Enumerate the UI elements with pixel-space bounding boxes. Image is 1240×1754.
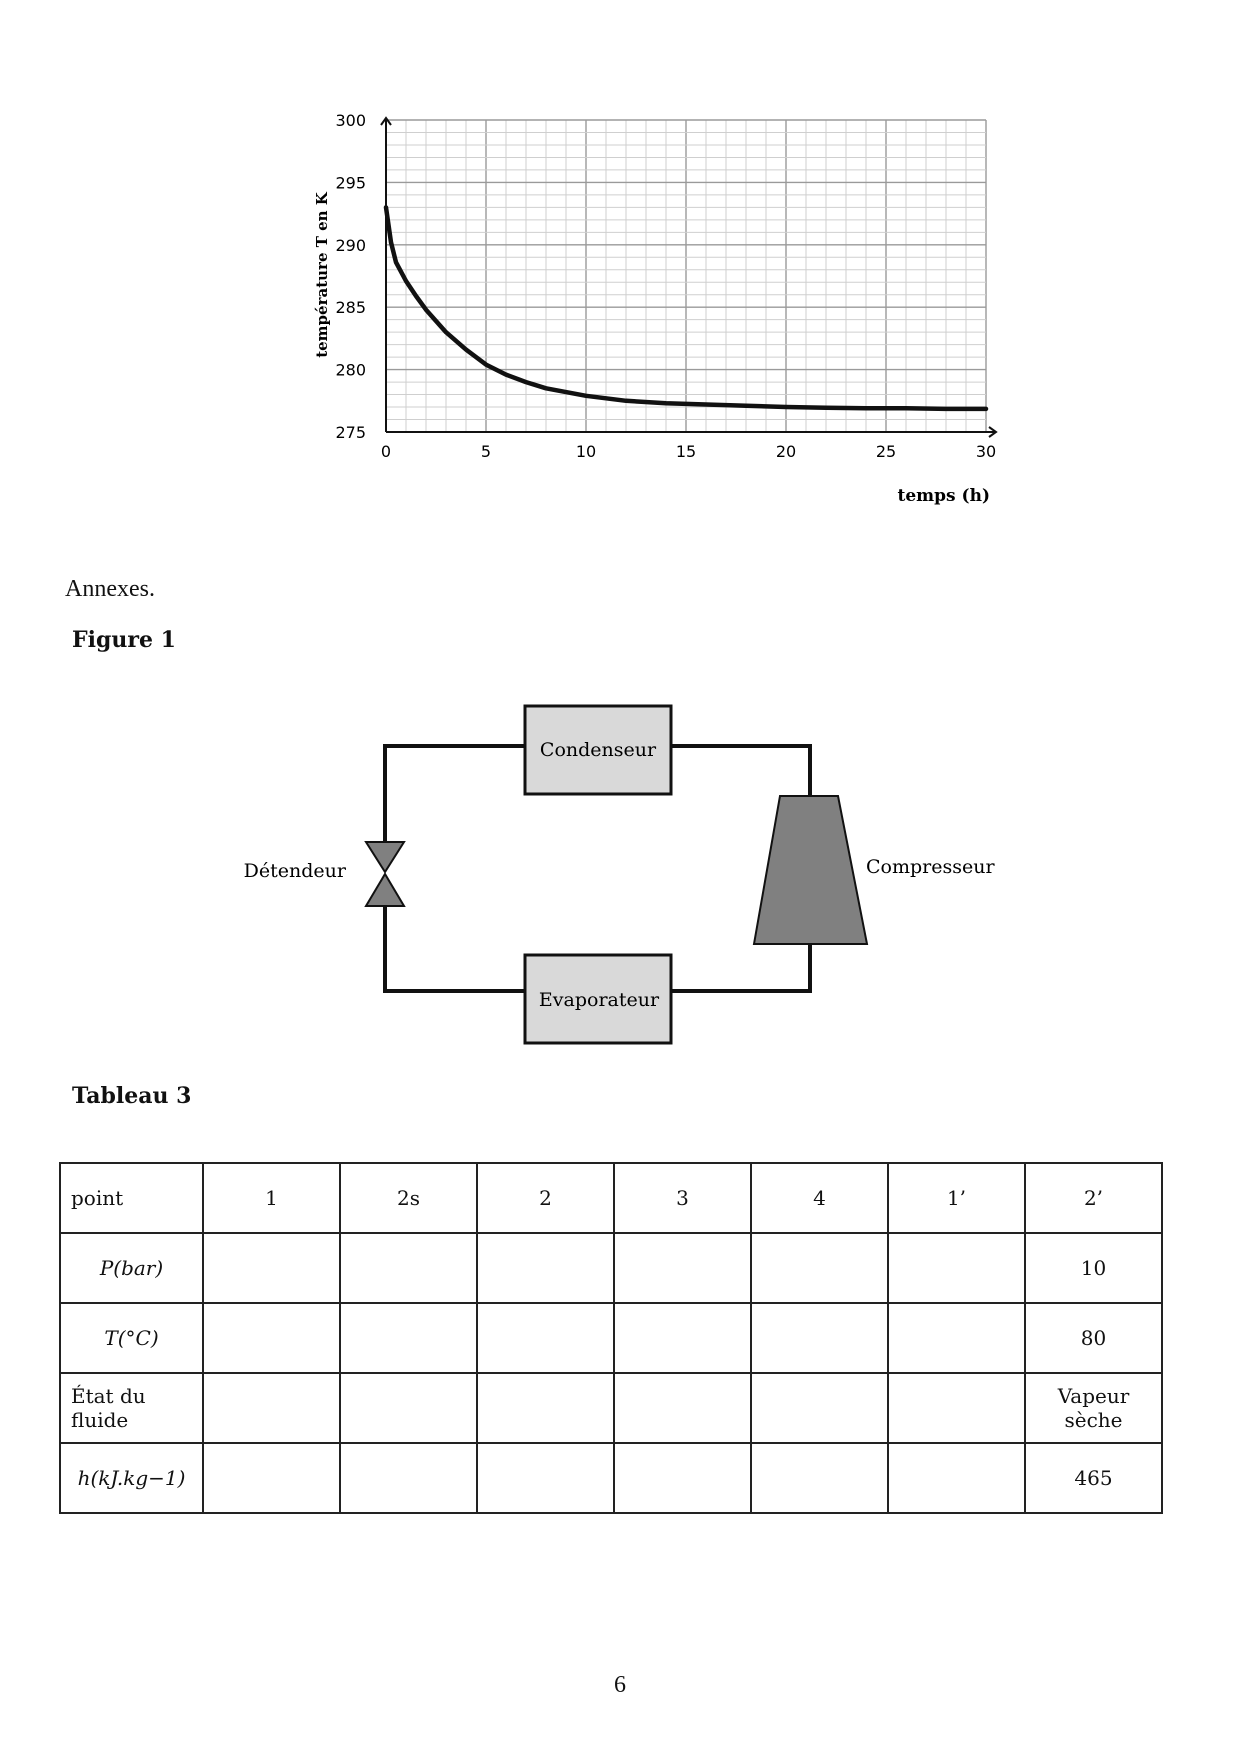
table-title: Tableau 3 xyxy=(72,1083,192,1109)
compressor-label: Compresseur xyxy=(866,856,995,878)
x-tick-label: 5 xyxy=(480,442,492,461)
header-cell: 2s xyxy=(340,1163,477,1233)
table-cell xyxy=(614,1303,751,1373)
header-cell: 3 xyxy=(614,1163,751,1233)
table-cell: Vapeur sèche xyxy=(1025,1373,1162,1443)
x-tick-label: 0 xyxy=(380,442,392,461)
expansion-valve-label: Détendeur xyxy=(243,860,346,882)
table-cell: 80 xyxy=(1025,1303,1162,1373)
x-tick-label: 25 xyxy=(875,442,897,461)
table-cell xyxy=(751,1373,888,1443)
table-cell xyxy=(888,1373,1025,1443)
x-tick-label: 30 xyxy=(975,442,997,461)
table-cell xyxy=(203,1373,340,1443)
header-cell: 1 xyxy=(203,1163,340,1233)
header-cell: 2 xyxy=(477,1163,614,1233)
table-cell xyxy=(340,1443,477,1513)
table-row xyxy=(60,1373,1162,1443)
pipe-top-right xyxy=(670,746,810,796)
y-tick-label: 300 xyxy=(335,111,366,130)
table-cell xyxy=(477,1303,614,1373)
valve-top-triangle xyxy=(366,842,404,872)
pipe-top-left xyxy=(385,746,525,842)
table-header-row xyxy=(60,1163,1162,1233)
table-cell xyxy=(477,1443,614,1513)
row-label-enthalpy: h(kJ.kg−1) xyxy=(60,1443,203,1513)
y-tick-label: 275 xyxy=(335,423,366,442)
row-label-pressure: P(bar) xyxy=(60,1233,203,1303)
header-cell: 2’ xyxy=(1025,1163,1162,1233)
header-cell: point xyxy=(60,1163,203,1233)
y-tick-label: 295 xyxy=(335,173,366,193)
table-cell xyxy=(340,1303,477,1373)
y-axis-label: température T en K xyxy=(313,192,331,358)
table-cell: 10 xyxy=(1025,1233,1162,1303)
pipe-bottom-left xyxy=(385,906,525,991)
table-row xyxy=(60,1443,1162,1513)
row-label-state: État du fluide xyxy=(60,1373,203,1443)
table-cell: 465 xyxy=(1025,1443,1162,1513)
y-tick-label: 280 xyxy=(335,360,366,380)
table-cell xyxy=(888,1303,1025,1373)
data-table xyxy=(59,1162,1163,1514)
table-cell xyxy=(751,1233,888,1303)
figure-title: Figure 1 xyxy=(72,627,176,653)
evaporator-label: Evaporateur xyxy=(538,989,660,1011)
row-label-temperature: T(°C) xyxy=(60,1303,203,1373)
table-cell xyxy=(203,1303,340,1373)
annexes-label: Annexes. xyxy=(65,576,155,602)
table-cell xyxy=(203,1233,340,1303)
y-tick-label: 285 xyxy=(335,298,366,318)
page-number: 6 xyxy=(614,1672,626,1698)
valve-bottom-triangle xyxy=(366,874,404,906)
condenser-label: Condenseur xyxy=(539,739,657,761)
table-row xyxy=(60,1233,1162,1303)
table-cell xyxy=(477,1233,614,1303)
compressor-shape xyxy=(754,796,867,944)
pipe-bottom-right xyxy=(670,944,810,991)
header-cell: 1’ xyxy=(888,1163,1025,1233)
table-cell xyxy=(751,1443,888,1513)
x-axis-label: temps (h) xyxy=(897,486,990,506)
table-cell xyxy=(203,1443,340,1513)
x-tick-label: 15 xyxy=(675,442,697,461)
table-cell xyxy=(340,1373,477,1443)
table-cell xyxy=(888,1443,1025,1513)
table-cell xyxy=(340,1233,477,1303)
table-cell xyxy=(751,1303,888,1373)
x-tick-label: 10 xyxy=(575,442,597,461)
table-cell xyxy=(614,1233,751,1303)
y-tick-label: 290 xyxy=(335,235,366,255)
table-cell xyxy=(888,1233,1025,1303)
table-cell xyxy=(614,1373,751,1443)
header-cell: 4 xyxy=(751,1163,888,1233)
table-row xyxy=(60,1303,1162,1373)
x-tick-label: 20 xyxy=(775,442,797,461)
table-cell xyxy=(614,1443,751,1513)
table-cell xyxy=(477,1373,614,1443)
